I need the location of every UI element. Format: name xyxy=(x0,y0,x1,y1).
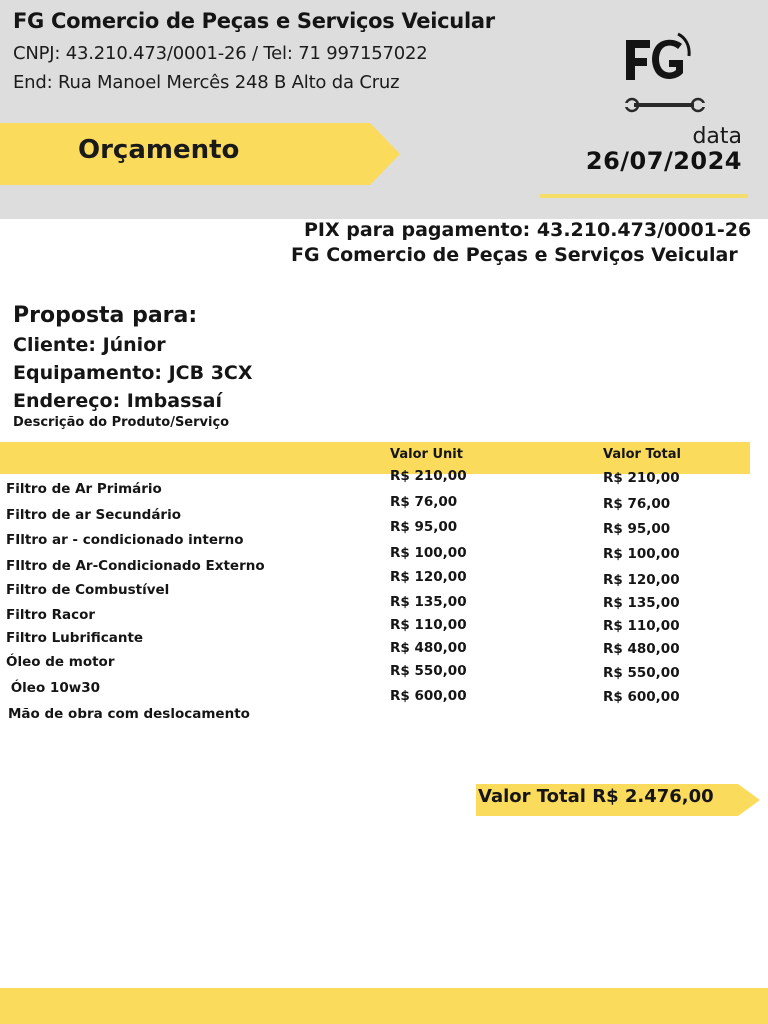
item-description: Óleo de motor xyxy=(6,654,115,670)
item-description: FIltro de Ar-Condicionado Externo xyxy=(6,558,265,574)
column-header-unit: Valor Unit xyxy=(390,447,463,462)
unit-value: R$ 120,00 xyxy=(390,569,467,585)
total-banner xyxy=(476,784,760,816)
item-description: Filtro de Ar Primário xyxy=(6,481,162,497)
date-value: 26/07/2024 xyxy=(585,147,742,175)
company-cnpj-tel: CNPJ: 43.210.473/0001-26 / Tel: 71 997157022 xyxy=(13,43,428,64)
item-description: Filtro de Combustível xyxy=(6,582,170,598)
date-label: data xyxy=(692,124,742,149)
document-title: Orçamento xyxy=(78,135,240,165)
wrench-icon xyxy=(622,99,708,111)
total-value: R$ 76,00 xyxy=(603,496,671,512)
pix-company: FG Comercio de Peças e Serviços Veicular xyxy=(291,244,738,266)
unit-value: R$ 95,00 xyxy=(390,519,458,535)
unit-value: R$ 135,00 xyxy=(390,594,467,610)
proposal-equipment: Equipamento: JCB 3CX xyxy=(13,362,253,384)
unit-value: R$ 600,00 xyxy=(390,688,467,704)
total-value: R$ 100,00 xyxy=(603,546,680,562)
footer-bar xyxy=(0,988,768,1024)
item-description: Filtro Lubrificante xyxy=(6,630,144,646)
date-underline xyxy=(540,194,748,198)
grand-total: Valor Total R$ 2.476,00 xyxy=(478,786,714,807)
proposal-address: Endereço: Imbassaí xyxy=(13,390,223,412)
proposal-client: Cliente: Júnior xyxy=(13,334,166,356)
column-header-total: Valor Total xyxy=(603,447,681,462)
item-description: Mão de obra com deslocamento xyxy=(8,706,250,722)
total-value: R$ 550,00 xyxy=(603,665,680,681)
total-value: R$ 110,00 xyxy=(603,618,680,634)
company-address: End: Rua Manoel Mercês 248 B Alto da Cruz xyxy=(13,72,400,93)
item-description: Filtro de ar Secundário xyxy=(6,507,181,523)
total-value: R$ 95,00 xyxy=(603,521,671,537)
total-value: R$ 600,00 xyxy=(603,689,680,705)
unit-value: R$ 550,00 xyxy=(390,663,467,679)
total-value: R$ 135,00 xyxy=(603,595,680,611)
total-value: R$ 210,00 xyxy=(603,470,680,486)
item-description: Filtro Racor xyxy=(6,607,96,623)
unit-value: R$ 210,00 xyxy=(390,468,467,484)
pix-info: PIX para pagamento: 43.210.473/0001-26 xyxy=(304,219,752,241)
total-value: R$ 120,00 xyxy=(603,572,680,588)
company-name: FG Comercio de Peças e Serviços Veicular xyxy=(13,9,495,33)
unit-value: R$ 110,00 xyxy=(390,617,467,633)
title-banner xyxy=(0,123,400,185)
proposal-heading: Proposta para: xyxy=(13,303,198,328)
item-description: FIltro ar - condicionado interno xyxy=(6,532,244,548)
item-description: Óleo 10w30 xyxy=(6,680,100,696)
fg-logo-icon xyxy=(620,30,710,120)
total-value: R$ 480,00 xyxy=(603,641,680,657)
unit-value: R$ 76,00 xyxy=(390,494,458,510)
description-label: Descrição do Produto/Serviço xyxy=(13,415,230,430)
unit-value: R$ 100,00 xyxy=(390,545,467,561)
unit-value: R$ 480,00 xyxy=(390,640,467,656)
